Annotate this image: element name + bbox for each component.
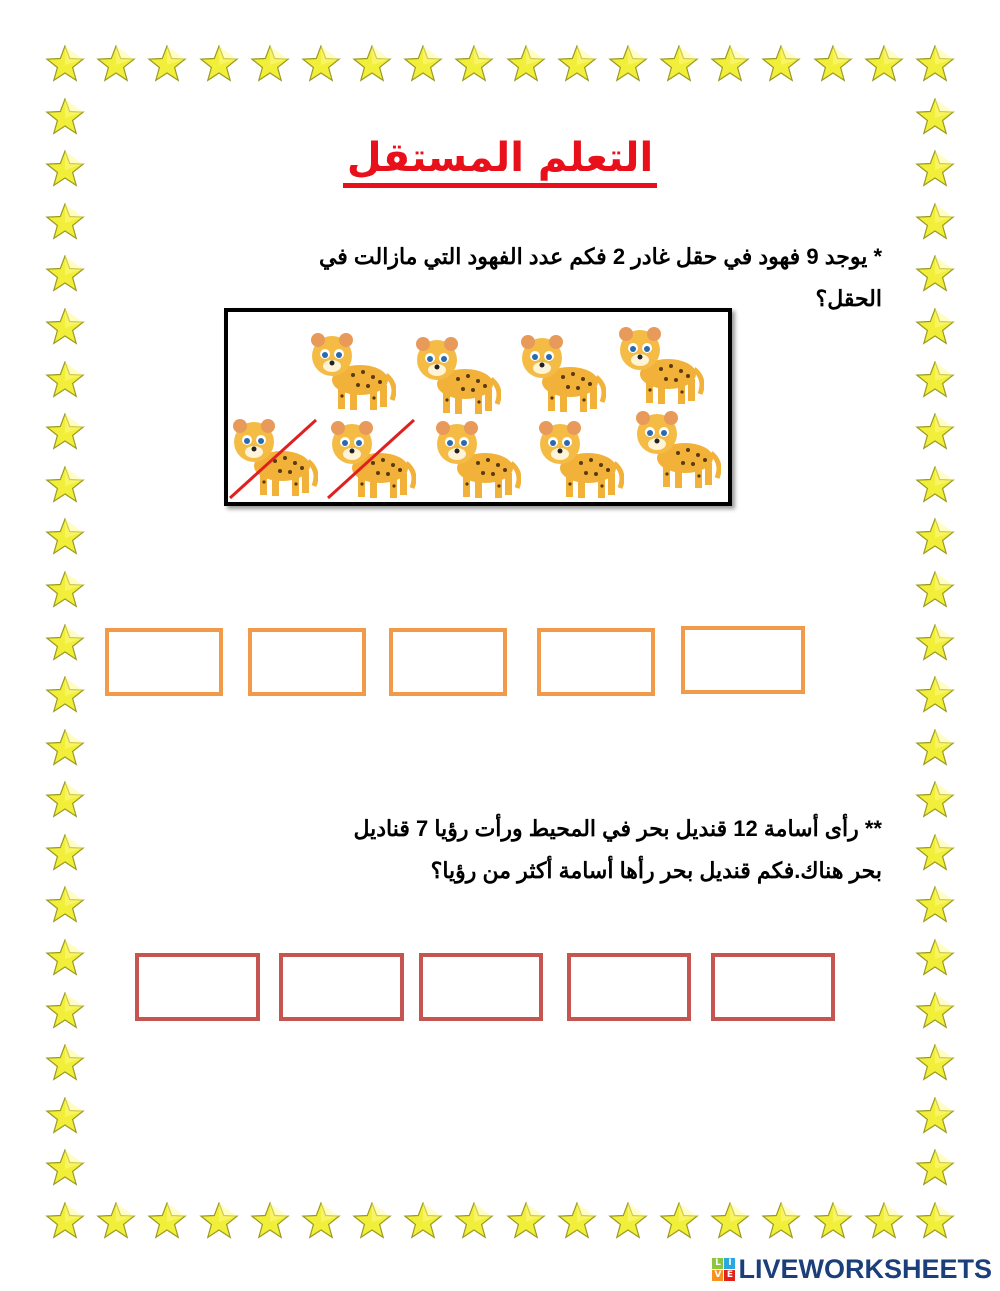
star-icon	[301, 45, 341, 85]
question-1-line-2: الحقل؟	[815, 286, 882, 311]
star-icon	[557, 45, 597, 85]
star-icon	[915, 571, 955, 611]
star-icon	[45, 624, 85, 664]
star-icon	[915, 203, 955, 243]
answer-box[interactable]	[537, 628, 655, 696]
star-icon	[608, 1202, 648, 1242]
star-icon	[915, 729, 955, 769]
star-icon	[915, 834, 955, 874]
star-icon	[915, 1202, 955, 1242]
star-icon	[864, 45, 904, 85]
star-icon	[915, 413, 955, 453]
question-1-line-1: * يوجد 9 فهود في حقل غادر 2 فكم عدد الفهود التي مازالت في	[318, 244, 882, 269]
logo-mark-icon	[712, 1258, 735, 1281]
star-icon	[915, 1149, 955, 1189]
star-icon	[45, 1097, 85, 1137]
star-icon	[45, 992, 85, 1032]
answer-box[interactable]	[135, 953, 260, 1021]
leopard	[616, 324, 704, 410]
star-icon	[915, 361, 955, 401]
star-icon	[915, 939, 955, 979]
star-icon	[915, 781, 955, 821]
star-icon	[659, 45, 699, 85]
star-icon	[813, 1202, 853, 1242]
star-icon	[45, 1044, 85, 1084]
star-icon	[45, 361, 85, 401]
star-icon	[250, 45, 290, 85]
star-icon	[45, 886, 85, 926]
star-icon	[45, 45, 85, 85]
star-icon	[45, 781, 85, 821]
star-icon	[915, 45, 955, 85]
answer-box[interactable]	[419, 953, 543, 1021]
answer-box[interactable]	[681, 626, 805, 694]
star-icon	[45, 413, 85, 453]
star-icon	[813, 45, 853, 85]
leopard	[633, 408, 721, 494]
star-icon	[45, 571, 85, 611]
question-2-line-1: ** رأى أسامة 12 قنديل بحر في المحيط ورأت رؤيا 7 قناديل	[353, 816, 882, 841]
star-icon	[761, 45, 801, 85]
answer-box[interactable]	[389, 628, 507, 696]
star-icon	[45, 1149, 85, 1189]
star-icon	[915, 886, 955, 926]
star-icon	[403, 45, 443, 85]
liveworksheets-logo	[712, 1254, 992, 1285]
star-icon	[915, 98, 955, 138]
answer-box[interactable]	[248, 628, 366, 696]
star-icon	[864, 1202, 904, 1242]
answer-box[interactable]	[567, 953, 691, 1021]
star-icon	[45, 518, 85, 558]
star-icon	[915, 466, 955, 506]
question-2	[162, 808, 882, 892]
logo-text: LIVEWORKSHEETS	[738, 1254, 992, 1284]
star-icon	[352, 1202, 392, 1242]
star-icon	[352, 45, 392, 85]
star-icon	[915, 992, 955, 1032]
star-icon	[45, 98, 85, 138]
leopard	[433, 418, 521, 504]
star-icon	[199, 1202, 239, 1242]
star-icon	[557, 1202, 597, 1242]
cross-out-line	[228, 410, 328, 500]
star-icon	[250, 1202, 290, 1242]
star-icon	[915, 676, 955, 716]
star-icon	[915, 518, 955, 558]
star-icon	[915, 308, 955, 348]
star-icon	[45, 729, 85, 769]
star-icon	[45, 676, 85, 716]
star-icon	[659, 1202, 699, 1242]
answer-box[interactable]	[105, 628, 223, 696]
star-icon	[45, 1202, 85, 1242]
star-icon	[915, 1044, 955, 1084]
logo-letter: V	[712, 1270, 723, 1281]
star-icon	[301, 1202, 341, 1242]
leopard	[518, 332, 606, 418]
page-title	[0, 135, 1000, 181]
question-2-line-2: بحر هناك.فكم قنديل بحر رأها أسامة أكثر من رؤيا؟	[430, 858, 882, 883]
star-icon	[45, 308, 85, 348]
star-icon	[915, 624, 955, 664]
answer-box[interactable]	[279, 953, 404, 1021]
star-icon	[915, 255, 955, 295]
star-icon	[454, 1202, 494, 1242]
star-icon	[199, 45, 239, 85]
star-icon	[454, 45, 494, 85]
star-icon	[506, 1202, 546, 1242]
leopard	[413, 334, 501, 420]
star-icon	[147, 45, 187, 85]
cross-out-line	[326, 410, 426, 500]
star-icon	[608, 45, 648, 85]
logo-letter: L	[712, 1258, 723, 1269]
leopard	[536, 418, 624, 504]
star-icon	[403, 1202, 443, 1242]
star-icon	[147, 1202, 187, 1242]
logo-letter: I	[724, 1258, 735, 1269]
logo-letter: E	[724, 1270, 735, 1281]
star-icon	[710, 1202, 750, 1242]
star-icon	[761, 1202, 801, 1242]
star-icon	[45, 939, 85, 979]
star-icon	[96, 1202, 136, 1242]
leopards-image	[224, 308, 732, 506]
star-icon	[45, 834, 85, 874]
star-icon	[45, 255, 85, 295]
title-text: التعلم المستقل	[343, 135, 657, 188]
star-icon	[506, 45, 546, 85]
star-icon	[710, 45, 750, 85]
leopard	[308, 330, 396, 416]
star-icon	[96, 45, 136, 85]
star-icon	[45, 466, 85, 506]
answer-box[interactable]	[711, 953, 835, 1021]
star-icon	[915, 1097, 955, 1137]
star-icon	[45, 203, 85, 243]
